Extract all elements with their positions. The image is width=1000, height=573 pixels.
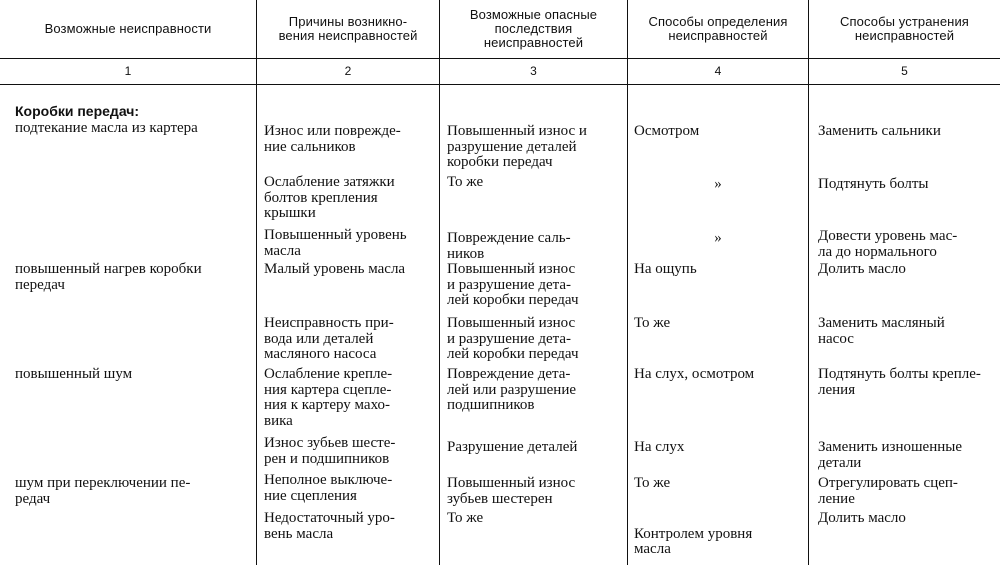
detection-text: Контролем уровня масла — [634, 525, 753, 558]
remedy-cell: Отрегулировать сцеп- ление — [818, 475, 958, 507]
remedy-cell: Довести уровень мас- ла до нормального — [818, 228, 958, 260]
header-consequences: Возможные опасные последствия неисправностей — [469, 7, 598, 50]
fault-cell: повышенный шум — [15, 366, 133, 382]
header-remedy: Способы устранения неисправностей — [840, 14, 969, 43]
detection-cell: » — [714, 230, 722, 246]
detection-cell: На ощупь — [634, 261, 697, 277]
cause-cell: Неполное выключе- ние сцепления — [264, 472, 393, 504]
cause-cell: Малый уровень масла — [264, 261, 406, 277]
remedy-cell: Заменить изношенные детали — [818, 439, 963, 471]
cause-cell: Повышенный уровень масла — [264, 227, 407, 259]
detection-cell: » — [714, 176, 722, 192]
remedy-cell: Долить масло — [818, 261, 906, 277]
consequence-cell: Повреждение дета- лей или разрушение подшипников — [447, 366, 577, 414]
column-number: 1 — [124, 64, 132, 78]
remedy-cell: Заменить масляный насос — [818, 315, 945, 347]
header-rule — [0, 58, 1000, 59]
column-number: 5 — [901, 64, 908, 78]
consequence-cell: То же — [447, 174, 484, 190]
detection-cell: То же — [634, 475, 671, 491]
consequence-cell: Повышенный износ и разрушение дета- лей коробки передач — [447, 261, 579, 309]
column-number: 3 — [530, 64, 537, 78]
cause-cell: Недостаточный уро- вень масла — [264, 510, 395, 542]
section-title: Коробки передач: — [15, 103, 140, 119]
header-faults: Возможные неисправности — [44, 21, 212, 36]
remedy-cell: Долить масло — [818, 510, 906, 526]
cause-cell: Ослабление затяжки болтов крепления крышки — [264, 174, 395, 222]
cause-cell: Износ или поврежде- ние сальников — [264, 123, 401, 155]
consequence-cell: Повышенный износ и разрушение дета- лей коробки передач — [447, 315, 579, 363]
header-detection: Способы определения неисправностей — [648, 14, 788, 43]
numbers-rule — [0, 84, 1000, 85]
column-number: 4 — [714, 64, 722, 78]
detection-cell: Осмотром — [634, 123, 700, 139]
remedy-cell: Подтянуть болты — [818, 176, 929, 192]
detection-cell: На слух — [634, 439, 685, 455]
fault-cell: подтекание масла из картера — [15, 120, 198, 136]
header-causes: Причины возникно- вения неисправностей — [278, 14, 418, 43]
column-number: 2 — [344, 64, 352, 78]
detection-cell: На слух, осмотром — [634, 366, 755, 382]
remedy-cell: Подтянуть болты крепле- ления — [818, 366, 981, 398]
fault-cell: повышенный нагрев коробки передач — [15, 261, 202, 293]
remedy-cell: Заменить сальники — [818, 123, 941, 139]
cause-cell: Износ зубьев шесте- рен и подшипников — [264, 435, 396, 467]
consequence-cell: Повышенный износ зубьев шестерен — [447, 475, 576, 507]
detection-cell — [634, 511, 802, 573]
cause-cell: Ослабление крепле- ния картера сцепле- ния к картеру махо- вика — [264, 366, 393, 429]
consequence-cell: Повреждение саль- ников — [447, 230, 571, 262]
consequence-cell: То же — [447, 510, 484, 526]
fault-cell: шум при переключении пе- редач — [15, 475, 191, 507]
detection-cell: То же — [634, 315, 671, 331]
cause-cell: Неисправность при- вода или деталей масляного насоса — [264, 315, 394, 363]
consequence-cell: Повышенный износ и разрушение деталей коробки передач — [447, 123, 587, 171]
consequence-cell: Разрушение деталей — [447, 439, 578, 455]
